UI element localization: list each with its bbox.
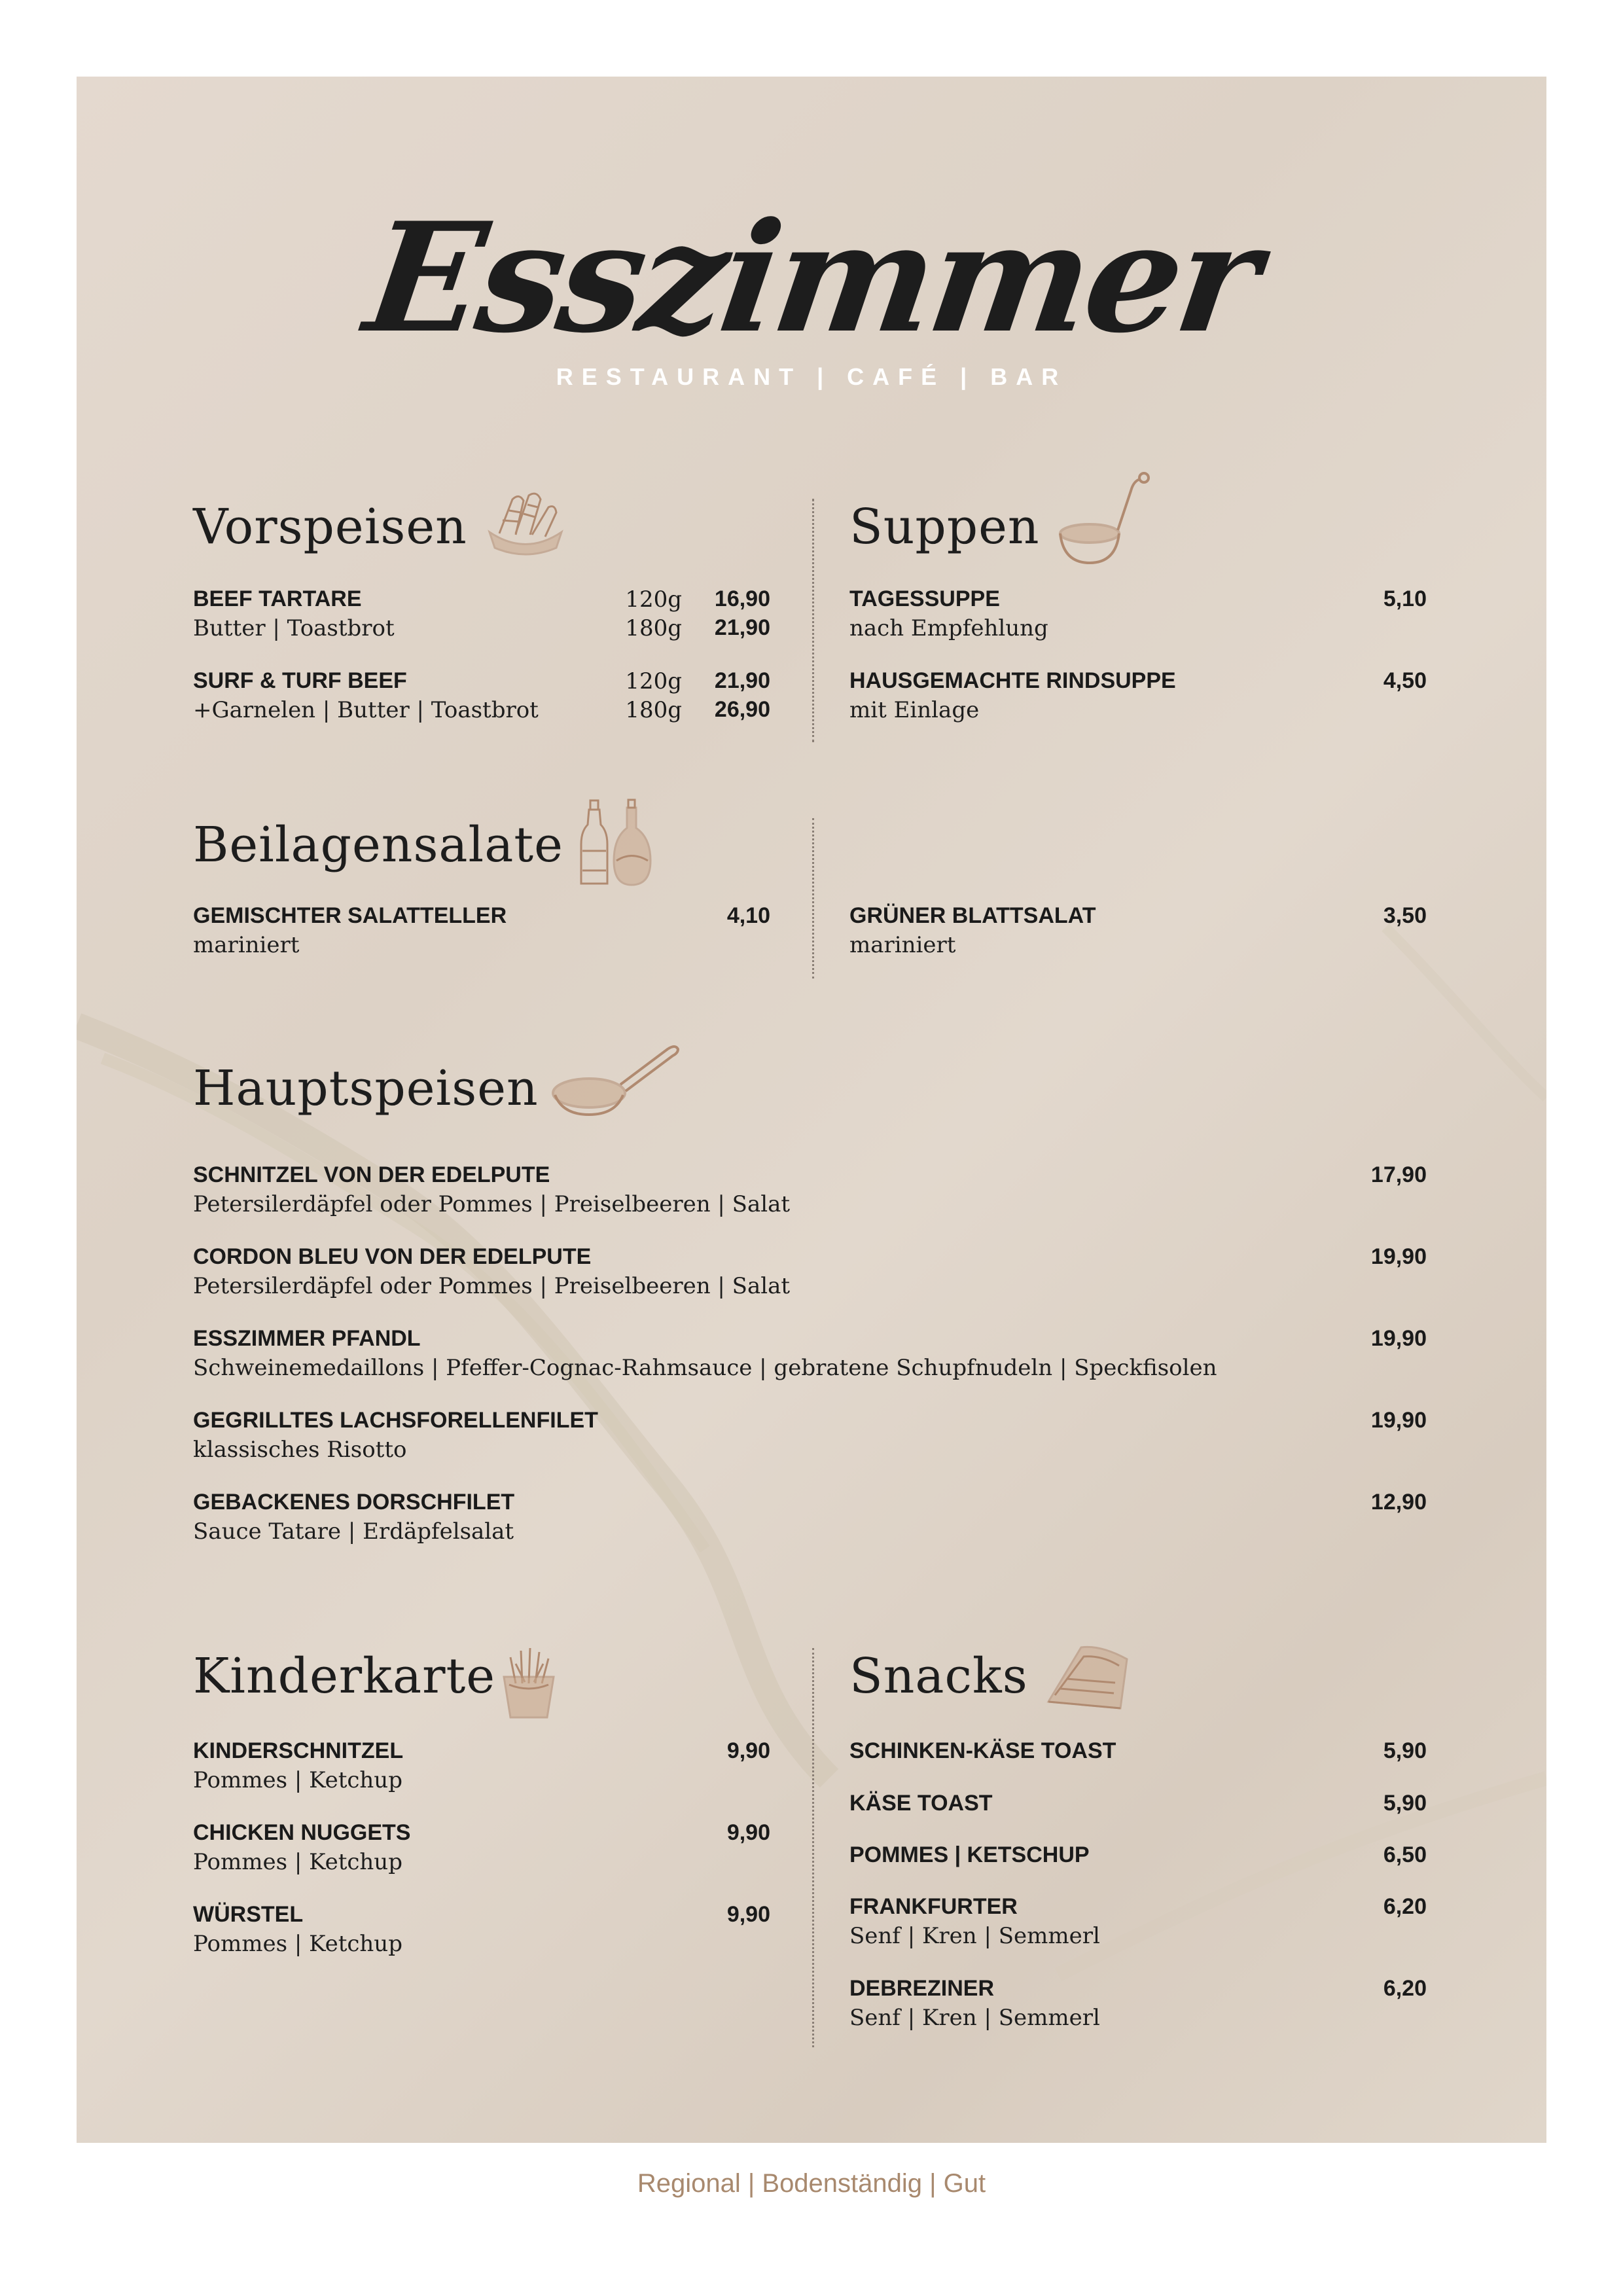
item-description: Pommes | Ketchup (193, 1931, 402, 1957)
item-name: KINDERSCHNITZEL (193, 1738, 404, 1763)
item-weight: 120g (625, 668, 682, 694)
item-description: mit Einlage (849, 697, 980, 723)
item-price: 21,90 (714, 668, 770, 693)
item-name: GEGRILLTES LACHSFORELLENFILET (193, 1408, 598, 1433)
item-name: ESSZIMMER PFANDL (193, 1326, 421, 1351)
item-price: 26,90 (714, 697, 770, 722)
item-description: mariniert (193, 932, 300, 958)
item-price: 3,50 (1383, 903, 1427, 928)
item-price: 6,20 (1383, 1894, 1427, 1919)
item-description: nach Empfehlung (849, 615, 1048, 641)
item-name: GEMISCHTER SALATTELLER (193, 903, 507, 928)
item-description: klassisches Risotto (193, 1437, 407, 1463)
item-description: mariniert (849, 932, 956, 958)
item-description: +Garnelen | Butter | Toastbrot (193, 697, 539, 723)
item-price: 19,90 (1370, 1244, 1427, 1269)
item-price: 21,90 (714, 615, 770, 640)
section-title-hauptspeisen: Hauptspeisen (193, 1060, 539, 1117)
section-title-kinderkarte: Kinderkarte (193, 1648, 496, 1704)
item-weight: 180g (625, 615, 682, 641)
item-price: 12,90 (1370, 1490, 1427, 1515)
item-price: 5,10 (1383, 586, 1427, 611)
column-divider (812, 499, 814, 742)
column-divider (812, 818, 814, 978)
item-price: 17,90 (1370, 1162, 1427, 1187)
section-title-vorspeisen: Vorspeisen (193, 499, 467, 555)
item-weight: 120g (625, 586, 682, 613)
footer-slogan: Regional | Bodenständig | Gut (637, 2169, 986, 2198)
item-description: Petersilerdäpfel oder Pommes | Preiselbeeren | Salat (193, 1191, 791, 1217)
item-name: CORDON BLEU VON DER EDELPUTE (193, 1244, 592, 1269)
section-title-beilagensalate: Beilagensalate (193, 817, 563, 873)
logo: Esszimmer (356, 190, 1267, 367)
bread-basket-icon (483, 488, 568, 560)
item-description: Senf | Kren | Semmerl (849, 1923, 1100, 1949)
item-price: 19,90 (1370, 1326, 1427, 1351)
item-description: Schweinemedaillons | Pfeffer-Cognac-Rahmsauce | gebratene Schupfnudeln | Speckfisolen (193, 1355, 1217, 1381)
section-title-snacks: Snacks (849, 1648, 1028, 1704)
section-title-suppen: Suppen (849, 499, 1040, 555)
item-name: TAGESSUPPE (849, 586, 1000, 611)
item-description: Pommes | Ketchup (193, 1767, 402, 1793)
item-name: KÄSE TOAST (849, 1791, 993, 1816)
item-name: WÜRSTEL (193, 1902, 304, 1927)
item-weight: 180g (625, 697, 682, 723)
item-description: Butter | Toastbrot (193, 615, 395, 641)
item-name: SCHINKEN-KÄSE TOAST (849, 1738, 1116, 1763)
item-name: GRÜNER BLATTSALAT (849, 903, 1096, 928)
item-name: GEBACKENES DORSCHFILET (193, 1490, 515, 1515)
item-price: 16,90 (714, 586, 770, 611)
item-name: DEBREZINER (849, 1976, 995, 2001)
item-name: BEEF TARTARE (193, 586, 362, 611)
item-price: 5,90 (1383, 1738, 1427, 1763)
sandwich-icon (1042, 1640, 1133, 1718)
item-name: HAUSGEMACHTE RINDSUPPE (849, 668, 1176, 693)
item-description: Pommes | Ketchup (193, 1849, 402, 1875)
item-price: 9,90 (726, 1902, 770, 1927)
item-price: 6,50 (1383, 1842, 1427, 1867)
item-name: POMMES | KETSCHUP (849, 1842, 1090, 1867)
item-name: SURF & TURF BEEF (193, 668, 407, 693)
item-price: 6,20 (1383, 1976, 1427, 2001)
frying-pan-icon (550, 1037, 681, 1119)
item-price: 4,50 (1383, 668, 1427, 693)
tagline: RESTAURANT | CAFÉ | BAR (556, 363, 1067, 390)
item-name: FRANKFURTER (849, 1894, 1018, 1919)
french-fries-icon (496, 1644, 562, 1719)
item-description: Petersilerdäpfel oder Pommes | Preiselbeeren | Salat (193, 1273, 791, 1299)
ladle-icon (1054, 471, 1158, 569)
item-name: SCHNITZEL VON DER EDELPUTE (193, 1162, 550, 1187)
item-name: CHICKEN NUGGETS (193, 1820, 411, 1845)
item-description: Sauce Tatare | Erdäpfelsalat (193, 1518, 514, 1545)
item-price: 19,90 (1370, 1408, 1427, 1433)
item-description: Senf | Kren | Semmerl (849, 2005, 1100, 2031)
oil-vinegar-bottles-icon (571, 798, 656, 890)
item-price: 9,90 (726, 1820, 770, 1845)
item-price: 4,10 (726, 903, 770, 928)
item-price: 5,90 (1383, 1791, 1427, 1816)
column-divider (812, 1648, 814, 2047)
item-price: 9,90 (726, 1738, 770, 1763)
